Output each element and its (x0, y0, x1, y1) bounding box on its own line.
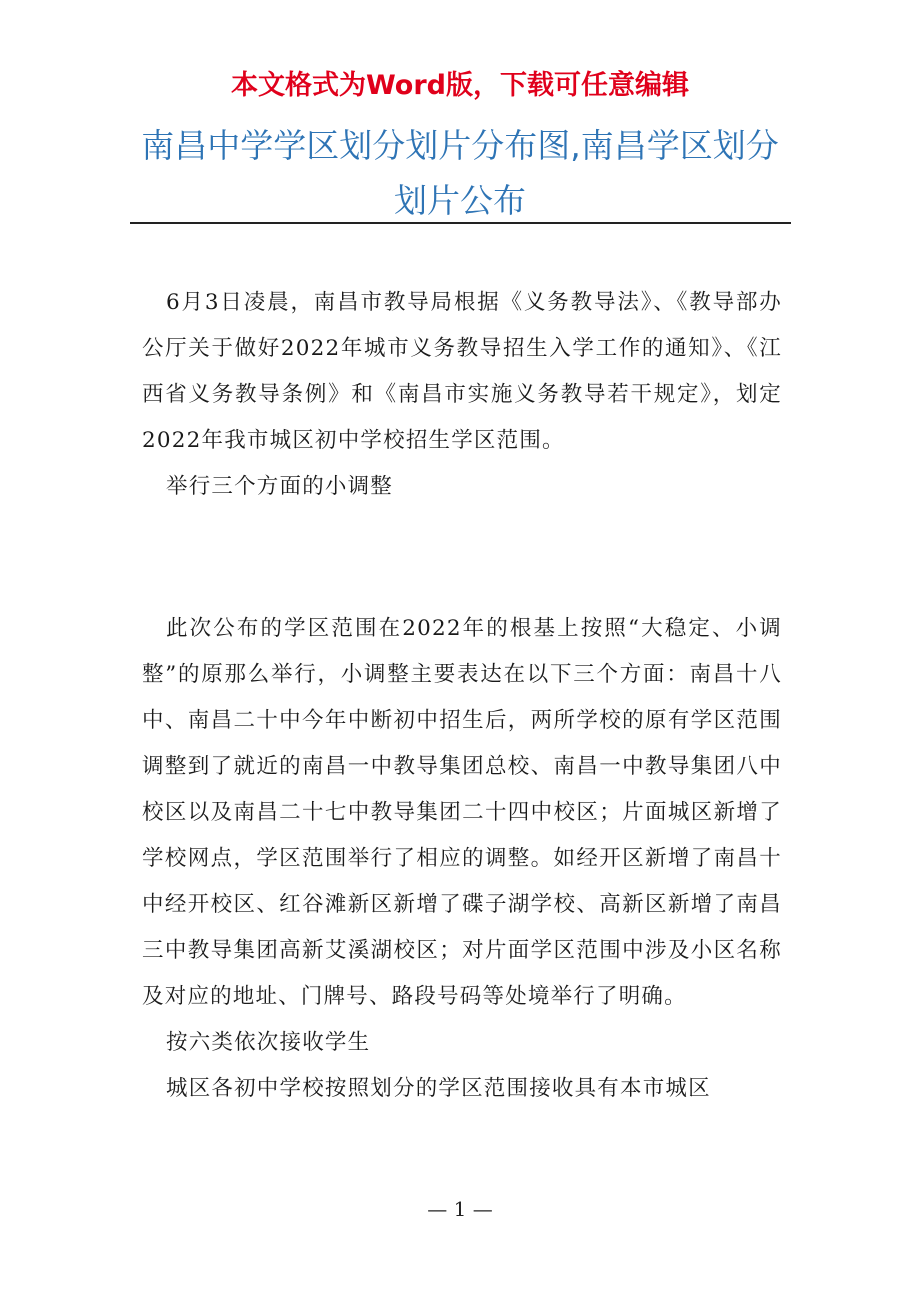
paragraph-intro: 6月3日凌晨，南昌市教导局根据《义务教导法》、《教导部办公厅关于做好2022年城市义务教导招生入学工作的通知》、《江西省义务教导条例》和《南昌市实施义务教导若干规定》，划定2022年我市城区初中学校招生学区范围。 (142, 290, 782, 453)
format-notice: 本文格式为Word版，下载可任意编辑 (230, 70, 689, 101)
blank-spacer (142, 510, 782, 606)
paragraph-adjustments: 此次公布的学区范围在2022年的根基上按照“大稳定、小调整”的原那么举行，小调整主要表达在以下三个方面：南昌十八中、南昌二十中今年中断初中招生后，两所学校的原有学区范围调整到了就近的南昌一中教导集团总校、南昌一中教导集团八中校区以及南昌二十七中教导集团二十四中校区；片面城区新增了学校网点，学区范围举行了相应的调整。如经开区新增了南昌十中经开校区、红谷滩新区新增了碟子湖学校、高新区新增了南昌三中教导集团高新艾溪湖校区；对片面学区范围中涉及小区名称及对应的地址、门牌号、路段号码等处境举行了明确。 (142, 616, 782, 1009)
section-heading-admission: 按六类依次接收学生 (166, 1030, 371, 1055)
document-body (142, 280, 782, 1112)
document-title: 南昌中学学区划分划片分布图,南昌学区划分划片公布 (141, 126, 779, 220)
page-number: — 1 — (427, 1197, 493, 1221)
section-heading-adjustments: 举行三个方面的小调整 (166, 474, 394, 499)
title-divider (130, 222, 791, 224)
paragraph-admission: 城区各初中学校按照划分的学区范围接收具有本市城区 (166, 1076, 711, 1101)
